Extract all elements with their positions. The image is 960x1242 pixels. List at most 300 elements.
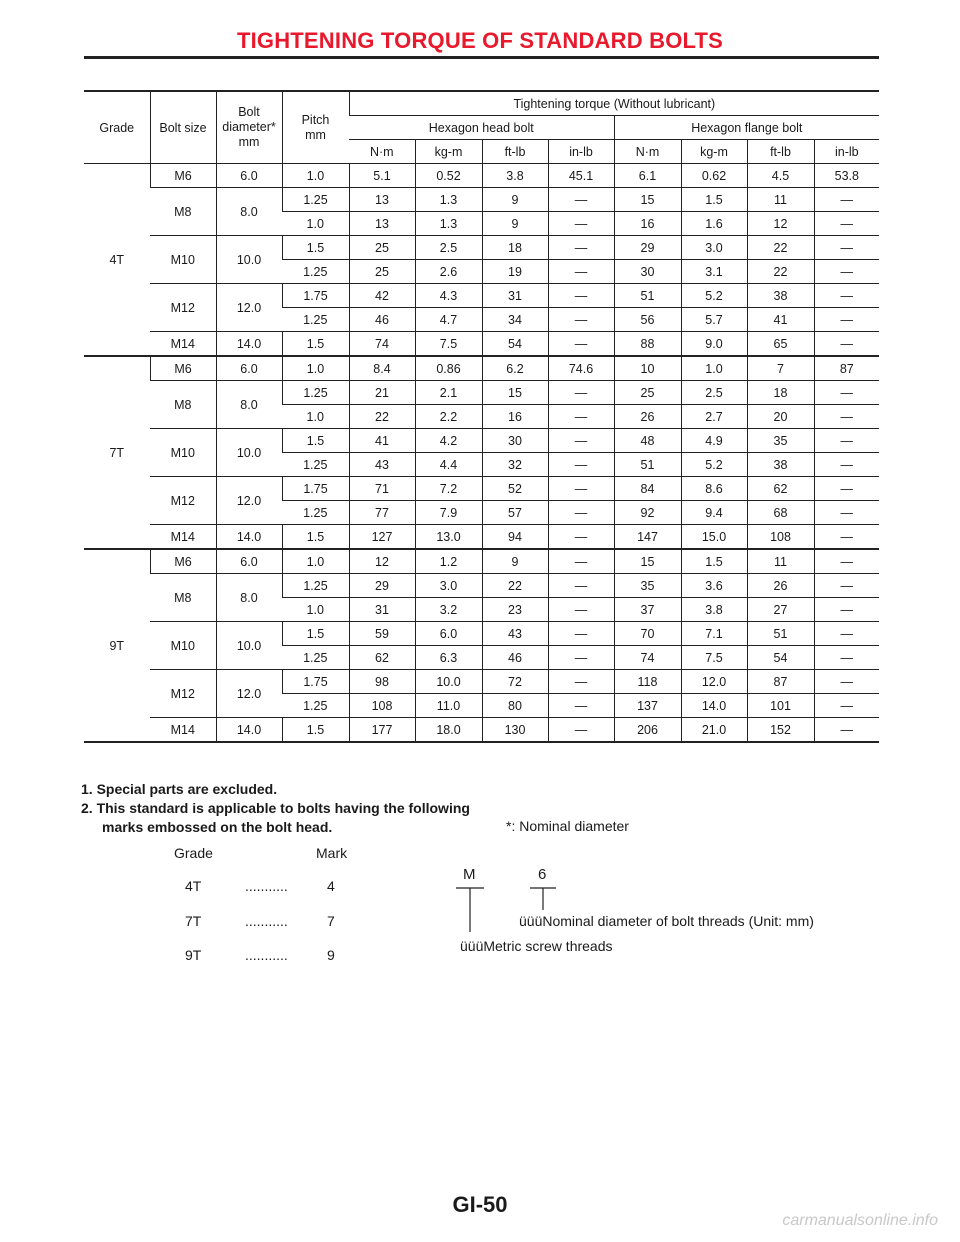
- table-cell: 1.6: [681, 212, 747, 236]
- table-cell: 118: [614, 670, 681, 694]
- table-cell: 37: [614, 598, 681, 622]
- table-cell: 8.6: [681, 477, 747, 501]
- table-cell: 38: [747, 284, 814, 308]
- table-cell: 1.75: [282, 284, 349, 308]
- table-cell: —: [814, 381, 879, 405]
- table-cell: —: [814, 188, 879, 212]
- table-cell: 46: [349, 308, 415, 332]
- table-cell: 9.0: [681, 332, 747, 357]
- mark-grade: 4T: [185, 878, 202, 894]
- table-cell: —: [548, 284, 614, 308]
- diagram-label-metric: üüüMetric screw threads: [460, 938, 613, 954]
- table-cell: 1.0: [282, 405, 349, 429]
- table-cell: 4.3: [415, 284, 482, 308]
- bolt-diameter-cell: 6.0: [216, 549, 282, 574]
- table-cell: 12.0: [681, 670, 747, 694]
- table-cell: 2.6: [415, 260, 482, 284]
- table-cell: 25: [349, 260, 415, 284]
- table-cell: 1.25: [282, 453, 349, 477]
- table-cell: 87: [747, 670, 814, 694]
- table-cell: 25: [614, 381, 681, 405]
- table-cell: 2.7: [681, 405, 747, 429]
- table-cell: 74: [349, 332, 415, 357]
- table-cell: —: [548, 332, 614, 357]
- bolt-size-cell: M8: [150, 381, 216, 429]
- table-cell: 43: [482, 622, 548, 646]
- table-cell: —: [814, 525, 879, 550]
- bolt-diameter-cell: 6.0: [216, 164, 282, 188]
- table-cell: —: [814, 405, 879, 429]
- table-cell: 9: [482, 549, 548, 574]
- table-cell: —: [814, 622, 879, 646]
- table-cell: 4.2: [415, 429, 482, 453]
- table-cell: 3.6: [681, 574, 747, 598]
- table-cell: 1.0: [681, 356, 747, 381]
- table-cell: 30: [614, 260, 681, 284]
- table-cell: 108: [349, 694, 415, 718]
- table-cell: 65: [747, 332, 814, 357]
- table-row: [84, 670, 879, 694]
- table-cell: 19: [482, 260, 548, 284]
- table-cell: 98: [349, 670, 415, 694]
- table-cell: 31: [349, 598, 415, 622]
- mark-header-mark: Mark: [316, 845, 348, 861]
- col-header-unit: kg-m: [415, 140, 482, 164]
- bolt-diameter-cell: 12.0: [216, 670, 282, 718]
- bolt-size-cell: M6: [150, 549, 216, 574]
- table-cell: 3.8: [681, 598, 747, 622]
- table-cell: 54: [482, 332, 548, 357]
- table-cell: 137: [614, 694, 681, 718]
- table-cell: 71: [349, 477, 415, 501]
- table-cell: 32: [482, 453, 548, 477]
- mark-dots: ...........: [245, 878, 288, 894]
- table-cell: —: [548, 670, 614, 694]
- table-cell: 72: [482, 670, 548, 694]
- table-row: [84, 188, 879, 212]
- table-cell: 13: [349, 212, 415, 236]
- table-cell: 57: [482, 501, 548, 525]
- table-cell: 0.86: [415, 356, 482, 381]
- table-cell: —: [548, 453, 614, 477]
- mark-dots: ...........: [245, 913, 288, 929]
- note-2-line2: marks embossed on the bolt head.: [102, 819, 333, 835]
- table-cell: 15: [482, 381, 548, 405]
- table-cell: 1.25: [282, 501, 349, 525]
- bolt-size-cell: M14: [150, 718, 216, 743]
- table-cell: 41: [747, 308, 814, 332]
- table-cell: 108: [747, 525, 814, 550]
- table-cell: 1.25: [282, 308, 349, 332]
- table-cell: 18.0: [415, 718, 482, 743]
- table-cell: 30: [482, 429, 548, 453]
- table-cell: —: [814, 549, 879, 574]
- col-header-unit: kg-m: [681, 140, 747, 164]
- diagram-label-nominal: üüüNominal diameter of bolt threads (Unit: mm): [519, 913, 814, 929]
- diagram-digit-6: 6: [538, 866, 547, 883]
- table-cell: 22: [349, 405, 415, 429]
- table-cell: 27: [747, 598, 814, 622]
- table-cell: 1.75: [282, 477, 349, 501]
- table-cell: 59: [349, 622, 415, 646]
- bolt-size-cell: M10: [150, 429, 216, 477]
- table-cell: —: [548, 429, 614, 453]
- bolt-diameter-cell: 10.0: [216, 236, 282, 284]
- table-cell: 6.1: [614, 164, 681, 188]
- table-cell: 11: [747, 188, 814, 212]
- mark-value: 9: [327, 947, 335, 963]
- table-cell: 46: [482, 646, 548, 670]
- table-cell: 1.5: [282, 236, 349, 260]
- table-cell: 1.3: [415, 212, 482, 236]
- table-cell: 21: [349, 381, 415, 405]
- bolt-diameter-cell: 8.0: [216, 574, 282, 622]
- table-cell: 29: [349, 574, 415, 598]
- table-row: [84, 381, 879, 405]
- table-cell: 3.8: [482, 164, 548, 188]
- table-cell: 1.25: [282, 381, 349, 405]
- table-cell: 62: [349, 646, 415, 670]
- table-cell: —: [814, 598, 879, 622]
- table-cell: 127: [349, 525, 415, 550]
- table-cell: 87: [814, 356, 879, 381]
- table-cell: 70: [614, 622, 681, 646]
- col-header-pitch: Pitch mm: [282, 91, 349, 164]
- table-cell: 6.3: [415, 646, 482, 670]
- title-rule: [84, 56, 879, 59]
- table-cell: 1.2: [415, 549, 482, 574]
- bolt-size-cell: M14: [150, 525, 216, 550]
- table-cell: 2.5: [415, 236, 482, 260]
- bolt-diameter-cell: 14.0: [216, 525, 282, 550]
- col-header-unit: in-lb: [548, 140, 614, 164]
- bolt-diameter-cell: 14.0: [216, 332, 282, 357]
- table-cell: —: [814, 718, 879, 743]
- table-cell: 3.0: [415, 574, 482, 598]
- table-cell: 22: [747, 260, 814, 284]
- table-cell: 130: [482, 718, 548, 743]
- table-cell: —: [548, 598, 614, 622]
- table-cell: 9: [482, 188, 548, 212]
- table-cell: —: [548, 477, 614, 501]
- table-cell: —: [814, 670, 879, 694]
- table-row: [84, 429, 879, 453]
- table-cell: —: [548, 308, 614, 332]
- col-header-tightening-torque: Tightening torque (Without lubricant): [349, 91, 879, 116]
- grade-cell: 7T: [84, 356, 150, 549]
- table-cell: 13.0: [415, 525, 482, 550]
- table-cell: 62: [747, 477, 814, 501]
- table-cell: 1.0: [282, 598, 349, 622]
- table-cell: 4.9: [681, 429, 747, 453]
- table-cell: —: [548, 260, 614, 284]
- table-cell: 22: [482, 574, 548, 598]
- note-1: 1. Special parts are excluded.: [81, 781, 278, 797]
- table-cell: 101: [747, 694, 814, 718]
- table-cell: 8.4: [349, 356, 415, 381]
- table-cell: 1.0: [282, 356, 349, 381]
- table-cell: 52: [482, 477, 548, 501]
- bolt-size-cell: M6: [150, 164, 216, 188]
- table-cell: —: [548, 501, 614, 525]
- table-cell: —: [548, 622, 614, 646]
- table-cell: 4.5: [747, 164, 814, 188]
- bolt-size-cell: M12: [150, 477, 216, 525]
- table-cell: 1.0: [282, 549, 349, 574]
- table-cell: —: [814, 308, 879, 332]
- table-cell: 7.9: [415, 501, 482, 525]
- table-row: [84, 164, 879, 188]
- table-cell: —: [814, 694, 879, 718]
- table-cell: —: [814, 646, 879, 670]
- nominal-diameter-note: *: Nominal diameter: [506, 818, 629, 834]
- bolt-size-cell: M8: [150, 574, 216, 622]
- table-cell: 1.5: [681, 549, 747, 574]
- table-cell: 54: [747, 646, 814, 670]
- table-cell: 4.4: [415, 453, 482, 477]
- table-cell: 41: [349, 429, 415, 453]
- table-cell: 13: [349, 188, 415, 212]
- bolt-size-cell: M12: [150, 284, 216, 332]
- table-cell: 43: [349, 453, 415, 477]
- mark-grade: 7T: [185, 913, 202, 929]
- table-cell: 68: [747, 501, 814, 525]
- table-cell: —: [548, 188, 614, 212]
- table-cell: —: [814, 477, 879, 501]
- table-cell: 51: [747, 622, 814, 646]
- table-cell: —: [814, 332, 879, 357]
- table-cell: 1.0: [282, 212, 349, 236]
- table-cell: 48: [614, 429, 681, 453]
- table-cell: 92: [614, 501, 681, 525]
- table-cell: 4.7: [415, 308, 482, 332]
- table-cell: 74: [614, 646, 681, 670]
- table-cell: 147: [614, 525, 681, 550]
- col-header-unit: N·m: [349, 140, 415, 164]
- table-cell: 1.25: [282, 188, 349, 212]
- table-cell: 1.5: [282, 622, 349, 646]
- bolt-size-cell: M8: [150, 188, 216, 236]
- table-cell: 26: [747, 574, 814, 598]
- col-header-hexagon-flange-bolt: Hexagon flange bolt: [614, 116, 879, 140]
- col-header-unit: ft-lb: [747, 140, 814, 164]
- table-cell: 18: [482, 236, 548, 260]
- bolt-diameter-cell: 10.0: [216, 429, 282, 477]
- table-cell: 7.2: [415, 477, 482, 501]
- table-cell: 21.0: [681, 718, 747, 743]
- table-cell: 10.0: [415, 670, 482, 694]
- table-cell: —: [814, 574, 879, 598]
- table-cell: 80: [482, 694, 548, 718]
- table-cell: 56: [614, 308, 681, 332]
- table-cell: 31: [482, 284, 548, 308]
- table-cell: 51: [614, 453, 681, 477]
- table-cell: 7: [747, 356, 814, 381]
- table-cell: 1.25: [282, 574, 349, 598]
- table-cell: 6.2: [482, 356, 548, 381]
- table-cell: 1.25: [282, 694, 349, 718]
- table-row: [84, 718, 879, 743]
- table-cell: 26: [614, 405, 681, 429]
- table-cell: 2.1: [415, 381, 482, 405]
- table-cell: 1.3: [415, 188, 482, 212]
- table-cell: —: [814, 260, 879, 284]
- table-cell: —: [814, 212, 879, 236]
- grade-cell: 9T: [84, 549, 150, 742]
- page-title: TIGHTENING TORQUE OF STANDARD BOLTS: [236, 28, 724, 53]
- bolt-diameter-cell: 8.0: [216, 381, 282, 429]
- table-cell: 177: [349, 718, 415, 743]
- table-cell: 0.52: [415, 164, 482, 188]
- table-cell: —: [548, 405, 614, 429]
- bolt-size-cell: M6: [150, 356, 216, 381]
- table-cell: —: [814, 453, 879, 477]
- table-cell: 3.0: [681, 236, 747, 260]
- table-cell: 16: [614, 212, 681, 236]
- table-cell: —: [548, 525, 614, 550]
- mark-header-grade: Grade: [174, 845, 213, 861]
- table-cell: 2.5: [681, 381, 747, 405]
- table-cell: —: [548, 212, 614, 236]
- notes: [81, 780, 470, 837]
- table-cell: 20: [747, 405, 814, 429]
- table-cell: 74.6: [548, 356, 614, 381]
- table-cell: 53.8: [814, 164, 879, 188]
- table-cell: —: [814, 429, 879, 453]
- table-cell: 1.25: [282, 646, 349, 670]
- note-2-line1: 2. This standard is applicable to bolts having the following: [81, 800, 470, 816]
- table-row: [84, 574, 879, 598]
- header-row-1: [84, 91, 879, 116]
- table-cell: 1.0: [282, 164, 349, 188]
- bolt-diameter-cell: 10.0: [216, 622, 282, 670]
- col-header-unit: N·m: [614, 140, 681, 164]
- table-cell: 1.5: [282, 429, 349, 453]
- table-cell: 15: [614, 188, 681, 212]
- table-cell: —: [814, 236, 879, 260]
- table-cell: 9: [482, 212, 548, 236]
- table-cell: —: [548, 381, 614, 405]
- table-row: [84, 622, 879, 646]
- table-cell: 7.5: [415, 332, 482, 357]
- table-cell: 5.1: [349, 164, 415, 188]
- table-cell: 15.0: [681, 525, 747, 550]
- table-cell: 38: [747, 453, 814, 477]
- table-cell: 5.7: [681, 308, 747, 332]
- bolt-size-cell: M14: [150, 332, 216, 357]
- table-cell: —: [814, 501, 879, 525]
- table-cell: 29: [614, 236, 681, 260]
- bolt-diameter-cell: 12.0: [216, 477, 282, 525]
- mark-value: 4: [327, 878, 335, 894]
- bolt-size-cell: M10: [150, 236, 216, 284]
- table-cell: 1.5: [681, 188, 747, 212]
- table-row: [84, 236, 879, 260]
- table-cell: 77: [349, 501, 415, 525]
- table-cell: 51: [614, 284, 681, 308]
- grade-cell: 4T: [84, 164, 150, 357]
- table-cell: —: [548, 694, 614, 718]
- table-cell: 15: [614, 549, 681, 574]
- table-cell: —: [548, 574, 614, 598]
- col-header-grade: Grade: [84, 91, 150, 164]
- table-cell: 94: [482, 525, 548, 550]
- table-cell: 9.4: [681, 501, 747, 525]
- table-cell: 23: [482, 598, 548, 622]
- table-cell: 12: [349, 549, 415, 574]
- table-cell: 5.2: [681, 453, 747, 477]
- table-cell: —: [548, 646, 614, 670]
- table-cell: 22: [747, 236, 814, 260]
- mark-value: 7: [327, 913, 335, 929]
- mark-dots: ...........: [245, 947, 288, 963]
- table-cell: 35: [614, 574, 681, 598]
- table-cell: 35: [747, 429, 814, 453]
- table-cell: 7.1: [681, 622, 747, 646]
- table-cell: 18: [747, 381, 814, 405]
- table-cell: 6.0: [415, 622, 482, 646]
- table-cell: 34: [482, 308, 548, 332]
- table-cell: 1.5: [282, 332, 349, 357]
- table-cell: 206: [614, 718, 681, 743]
- table-cell: 3.1: [681, 260, 747, 284]
- table-cell: 1.25: [282, 260, 349, 284]
- diagram-letter-m: M: [463, 866, 476, 883]
- table-row: [84, 525, 879, 550]
- table-cell: 88: [614, 332, 681, 357]
- table-cell: —: [548, 718, 614, 743]
- bolt-diameter-cell: 12.0: [216, 284, 282, 332]
- table-cell: 7.5: [681, 646, 747, 670]
- table-cell: 45.1: [548, 164, 614, 188]
- table-cell: 14.0: [681, 694, 747, 718]
- torque-table: [84, 90, 879, 743]
- col-header-unit: in-lb: [814, 140, 879, 164]
- table-cell: 5.2: [681, 284, 747, 308]
- bolt-diameter-cell: 14.0: [216, 718, 282, 743]
- table-cell: 84: [614, 477, 681, 501]
- page-number: GI-50: [452, 1192, 508, 1217]
- table-row: [84, 549, 879, 574]
- table-cell: 16: [482, 405, 548, 429]
- table-row: [84, 332, 879, 357]
- table-cell: 10: [614, 356, 681, 381]
- table-cell: 12: [747, 212, 814, 236]
- table-cell: 2.2: [415, 405, 482, 429]
- bolt-size-cell: M10: [150, 622, 216, 670]
- table-cell: 25: [349, 236, 415, 260]
- mark-grade: 9T: [185, 947, 202, 963]
- table-row: [84, 284, 879, 308]
- table-cell: 42: [349, 284, 415, 308]
- table-cell: 11.0: [415, 694, 482, 718]
- col-header-bolt-diameter: Bolt diameter* mm: [216, 91, 282, 164]
- table-cell: 3.2: [415, 598, 482, 622]
- table-row: [84, 477, 879, 501]
- bolt-diameter-cell: 6.0: [216, 356, 282, 381]
- col-header-unit: ft-lb: [482, 140, 548, 164]
- bolt-size-cell: M12: [150, 670, 216, 718]
- watermark: carmanualsonline.info: [782, 1212, 938, 1229]
- col-header-hexagon-head-bolt: Hexagon head bolt: [349, 116, 614, 140]
- table-cell: —: [814, 284, 879, 308]
- table-cell: 152: [747, 718, 814, 743]
- table-row: [84, 356, 879, 381]
- col-header-bolt-size: Bolt size: [150, 91, 216, 164]
- table-cell: —: [548, 236, 614, 260]
- table-cell: —: [548, 549, 614, 574]
- bolt-diameter-cell: 8.0: [216, 188, 282, 236]
